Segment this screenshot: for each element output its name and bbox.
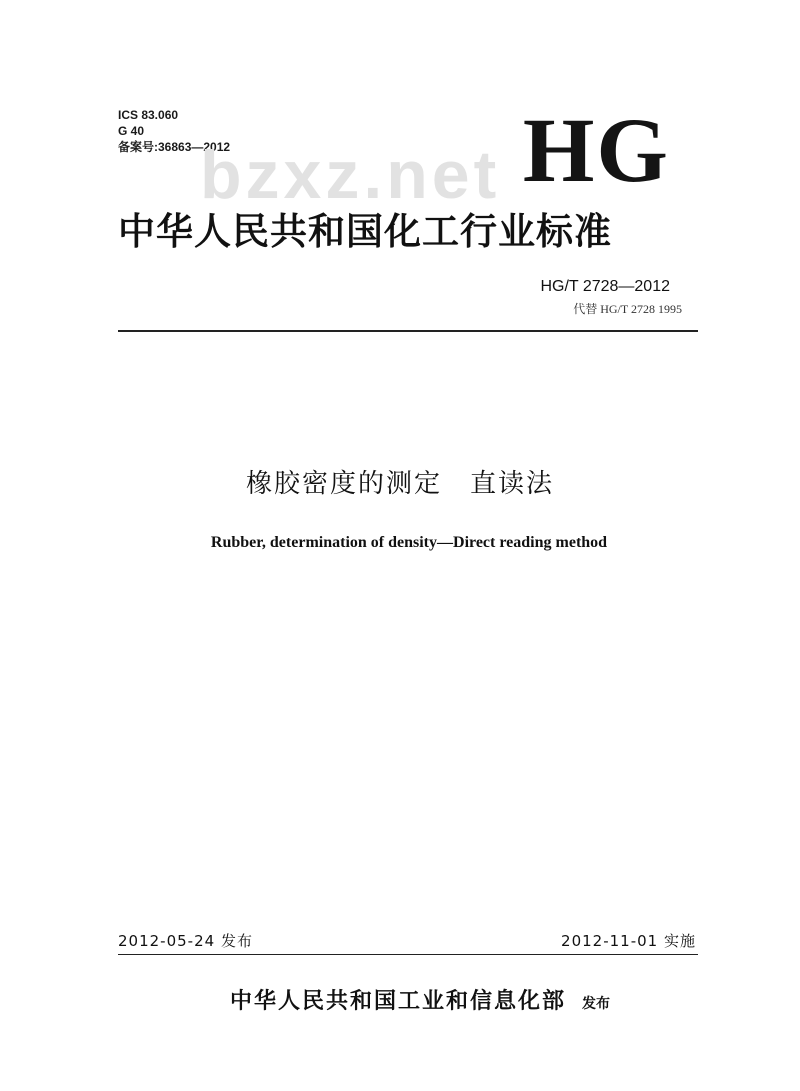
- effective-date: 2012-11-01 实施: [561, 932, 696, 950]
- document-title-zh: 橡胶密度的测定 直读法: [245, 469, 554, 499]
- ccs-code: G 40: [118, 124, 145, 138]
- standard-category-title: 中华人民共和国化工行业标准: [118, 210, 612, 253]
- footer-divider: [118, 954, 698, 955]
- standard-number: HG/T 2728—2012: [540, 278, 670, 295]
- hg-logo-mark: HG: [522, 99, 670, 201]
- publisher-line: [0, 987, 800, 1019]
- filing-number: 备案号:36863—2012: [118, 140, 231, 154]
- ics-code: ICS 83.060: [118, 108, 179, 122]
- publisher-action: 发布: [582, 996, 610, 1012]
- document-title-en: Rubber, determination of density—Direct reading method: [210, 534, 608, 551]
- replaces-standard: 代替 HG/T 2728 1995: [573, 302, 682, 316]
- header-divider: [118, 330, 698, 332]
- publisher-name: 中华人民共和国工业和信息化部: [229, 989, 566, 1014]
- watermark-text: bzxz.net: [200, 137, 501, 213]
- issue-date: 2012-05-24 发布: [118, 932, 253, 950]
